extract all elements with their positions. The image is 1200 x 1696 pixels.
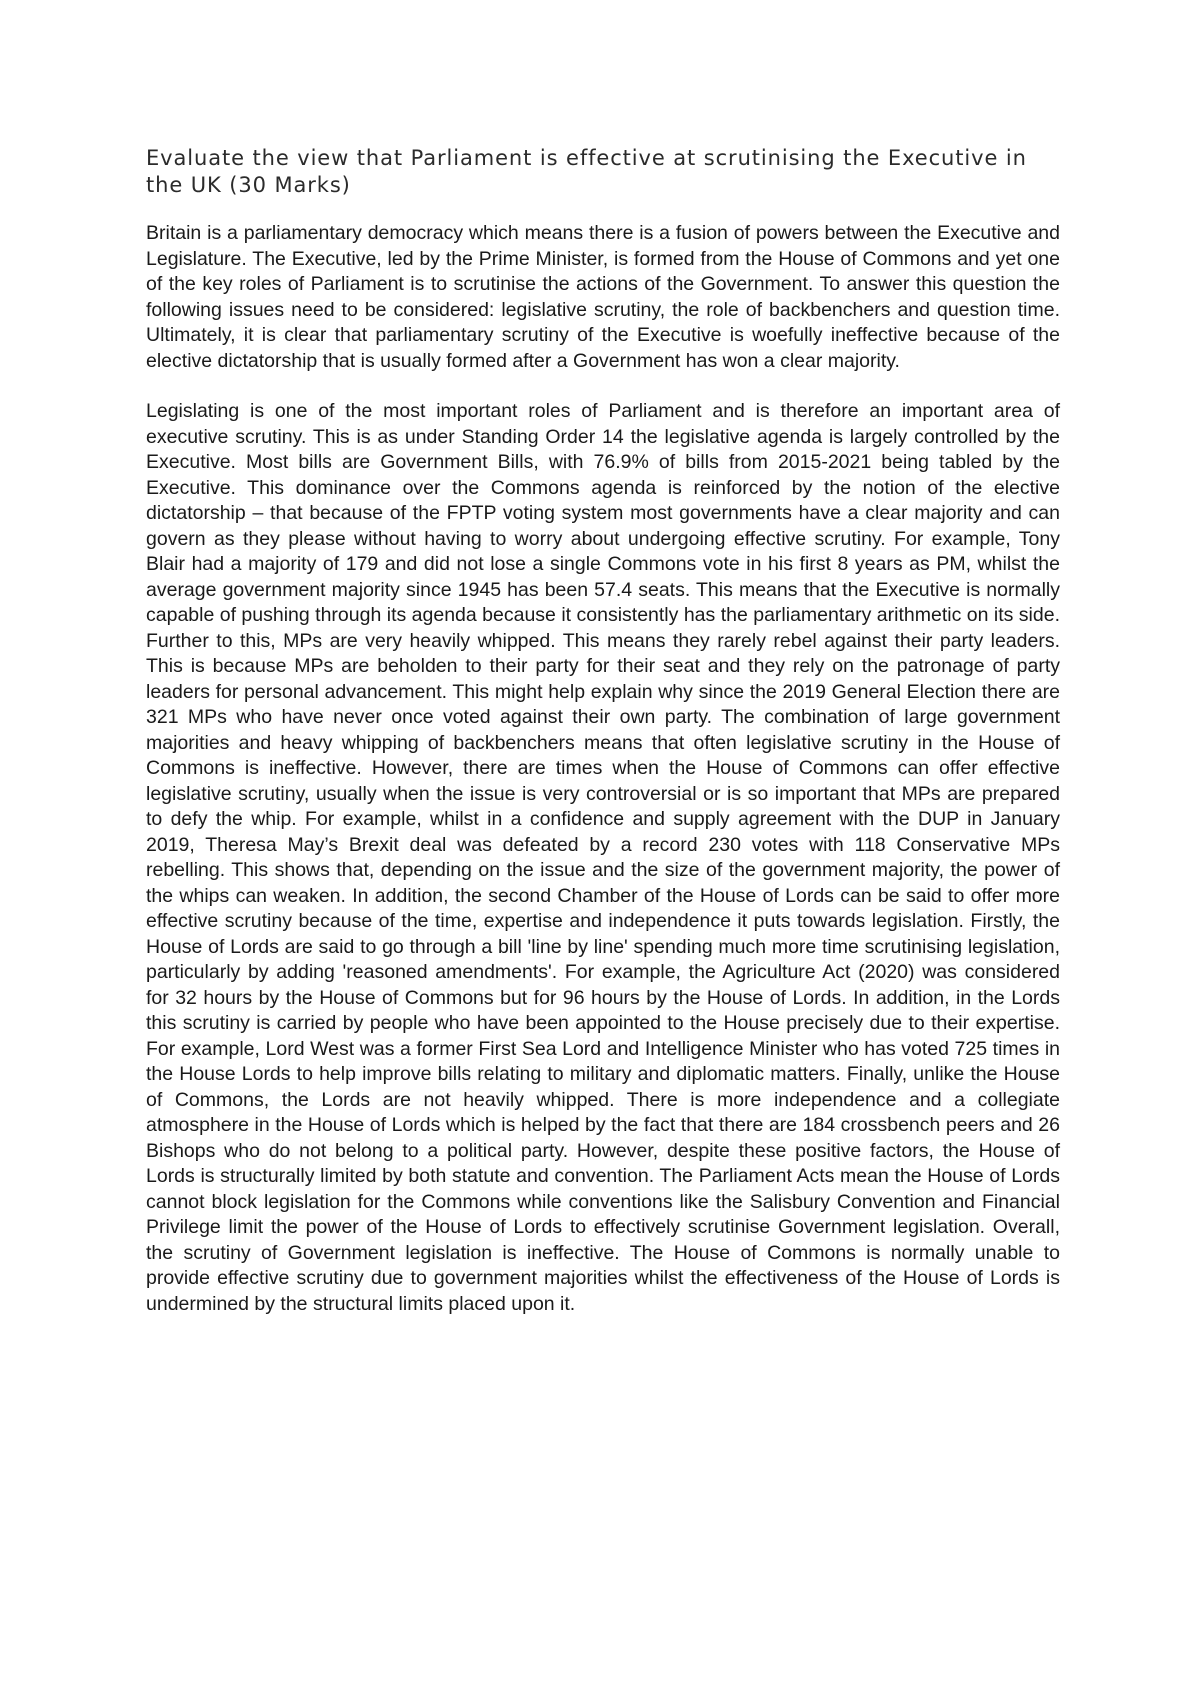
essay-title: Evaluate the view that Parliament is effective at scrutinising the Executive in the UK (30 Marks) [146,146,1027,197]
legislative-scrutiny-paragraph: Legislating is one of the most important roles of Parliament and is therefore an important area of executive scrutiny. This is as under Standing Order 14 the legislative agenda is largely controlled by the Executive. Most bills are Government Bills, with 76.9% of bills from 2015-2021 being tabled by the Executive. This dominance over the Commons agenda is reinforced by the notion of the elective dictatorship – that because of the FPTP voting system most governments have a clear majority and can govern as they please without having to worry about undergoing effective scrutiny. For example, Tony Blair had a majority of 179 and did not lose a single Commons vote in his first 8 years as PM, whilst the average government majority since 1945 has been 57.4 seats. This means that the Executive is normally capable of pushing through its agenda because it consistently has the parliamentary arithmetic on its side. Further to this, MPs are very heavily whipped. This means they rarely rebel against their party leaders. This is because MPs are beholden to their party for their seat and they rely on the patronage of party leaders for personal advancement. This might help explain why since the 2019 General Election there are 321 MPs who have never once voted against their own party. The combination of large government majorities and heavy whipping of backbenchers means that often legislative scrutiny in the House of Commons is ineffective. However, there are times when the House of Commons can offer effective legislative scrutiny, usually when the issue is very controversial or is so important that MPs are prepared to defy the whip. For example, whilst in a confidence and supply agreement with the DUP in January 2019, Theresa May’s Brexit deal was defeated by a record 230 votes with 118 Conservative MPs rebelling. This shows that, depending on the issue and the size of the government majority, the power of the whips can weaken. In addition, the second Chamber of the House of Lords can be said to offer more effective scrutiny because of the time, expertise and independence it puts towards legislation. Firstly, the House of Lords are said to go through a bill 'line by line' spending much more time scrutinising legislation, particularly by adding 'reasoned amendments'. For example, the Agriculture Act (2020) was considered for 32 hours by the House of Commons but for 96 hours by the House of Lords. In addition, in the Lords this scrutiny is carried by people who have been appointed to the House precisely due to their expertise. For example, Lord West was a former First Sea Lord and Intelligence Minister who has voted 725 times in the House Lords to help improve bills relating to military and diplomatic matters. Finally, unlike the House of Commons, the Lords are not heavily whipped. There is more independence and a collegiate atmosphere in the House of Lords which is helped by the fact that there are 184 crossbench peers and 26 Bishops who do not belong to a political party. However, despite these positive factors, the House of Lords is structurally limited by both statute and convention. The Parliament Acts mean the House of Lords cannot block legislation for the Commons while conventions like the Salisbury Convention and Financial Privilege limit the power of the House of Lords to effectively scrutinise Government legislation. Overall, the scrutiny of Government legislation is ineffective. The House of Commons is normally unable to provide effective scrutiny due to government majorities whilst the effectiveness of the House of Lords is undermined by the structural limits placed upon it. [146,400,1060,1315]
intro-paragraph: Britain is a parliamentary democracy which means there is a fusion of powers between the Executive and Legislature. The Executive, led by the Prime Minister, is formed from the House of Commons and yet one of the key roles of Parliament is to scrutinise the actions of the Government. To answer this question the following issues need to be considered: legislative scrutiny, the role of backbenchers and question time. Ultimately, it is clear that parliamentary scrutiny of the Executive is woefully ineffective because of the elective dictatorship that is usually formed after a Government has won a clear majority. [146,222,1060,372]
document-body [146,145,1060,1342]
